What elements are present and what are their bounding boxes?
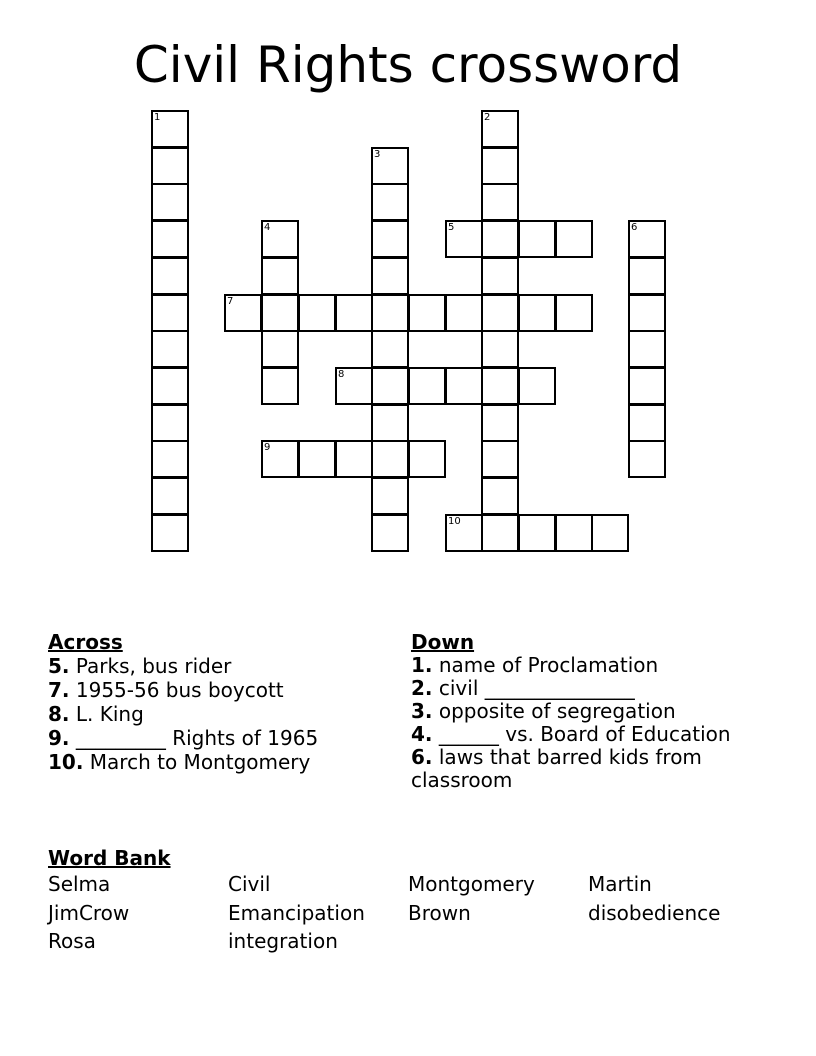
grid-cell[interactable]	[518, 514, 556, 552]
clue-number: 2.	[411, 676, 433, 700]
word-bank-list	[48, 872, 768, 954]
down-clue-6	[411, 746, 751, 792]
grid-cell[interactable]	[151, 477, 189, 515]
grid-cell[interactable]	[261, 294, 299, 332]
grid-cell[interactable]	[261, 330, 299, 368]
grid-cell[interactable]	[445, 367, 483, 405]
grid-cell[interactable]	[481, 257, 519, 295]
cell-number: 4	[264, 222, 271, 233]
grid-cell[interactable]	[481, 330, 519, 368]
grid-cell[interactable]	[555, 294, 593, 332]
grid-cell[interactable]	[628, 294, 666, 332]
word-bank-item: disobedience	[588, 900, 721, 925]
clue-number: 4.	[411, 722, 433, 746]
grid-cell[interactable]	[151, 183, 189, 221]
word-bank-item: Rosa	[48, 929, 96, 953]
clue-number: 9.	[48, 726, 70, 750]
word-bank-item: Brown	[408, 900, 471, 925]
grid-cell[interactable]	[371, 257, 409, 295]
grid-cell[interactable]	[151, 404, 189, 442]
grid-cell[interactable]	[481, 477, 519, 515]
grid-cell[interactable]	[445, 294, 483, 332]
grid-cell[interactable]	[628, 440, 666, 478]
grid-cell[interactable]	[151, 220, 189, 258]
down-clues	[411, 630, 751, 792]
cell-number: 8	[338, 369, 345, 380]
cell-number: 1	[154, 112, 161, 123]
grid-cell[interactable]	[591, 514, 629, 552]
page-title: Civil Rights crossword	[133, 36, 683, 94]
grid-cell[interactable]	[445, 514, 483, 552]
grid-cell[interactable]	[628, 257, 666, 295]
grid-cell[interactable]	[481, 110, 519, 148]
grid-cell[interactable]	[261, 220, 299, 258]
grid-cell[interactable]	[371, 514, 409, 552]
grid-cell[interactable]	[335, 440, 373, 478]
grid-cell[interactable]	[628, 330, 666, 368]
grid-cell[interactable]	[628, 404, 666, 442]
across-clue-10	[48, 750, 378, 774]
grid-cell[interactable]	[335, 367, 373, 405]
down-clue-3	[411, 700, 751, 723]
cell-number: 10	[448, 516, 461, 527]
grid-cell[interactable]	[518, 367, 556, 405]
clue-text: civil _______________	[438, 676, 635, 700]
down-clue-1	[411, 654, 751, 677]
grid-cell[interactable]	[371, 367, 409, 405]
grid-cell[interactable]	[224, 294, 262, 332]
grid-cell[interactable]	[481, 404, 519, 442]
grid-cell[interactable]	[371, 183, 409, 221]
grid-cell[interactable]	[371, 294, 409, 332]
clue-text: opposite of segregation	[438, 699, 676, 723]
grid-cell[interactable]	[628, 367, 666, 405]
grid-cell[interactable]	[298, 440, 336, 478]
cell-number: 7	[227, 296, 234, 307]
grid-cell[interactable]	[408, 294, 446, 332]
grid-cell[interactable]	[151, 514, 189, 552]
word-bank-item: integration	[228, 929, 338, 953]
grid-cell[interactable]	[445, 220, 483, 258]
word-bank-item: Montgomery	[408, 872, 535, 896]
word-bank-item: Selma	[48, 872, 111, 896]
grid-cell[interactable]	[151, 330, 189, 368]
grid-cell[interactable]	[481, 367, 519, 405]
grid-cell[interactable]	[371, 477, 409, 515]
clue-number: 1.	[411, 653, 433, 677]
cell-number: 6	[631, 222, 638, 233]
grid-cell[interactable]	[481, 147, 519, 185]
grid-cell[interactable]	[555, 220, 593, 258]
clue-text: March to Montgomery	[89, 750, 311, 774]
grid-cell[interactable]	[371, 330, 409, 368]
clue-number: 7.	[48, 678, 70, 702]
clue-text: laws that barred kids from classroom	[411, 745, 702, 792]
across-clues	[48, 630, 378, 774]
cell-number: 9	[264, 442, 271, 453]
word-bank-heading: Word Bank	[48, 846, 171, 870]
clue-text: 1955-56 bus boycott	[75, 678, 284, 702]
word-bank-item: Martin	[588, 872, 652, 896]
word-bank-item: Emancipation	[228, 900, 365, 925]
grid-cell[interactable]	[481, 220, 519, 258]
clue-number: 5.	[48, 654, 70, 678]
grid-cell[interactable]	[151, 294, 189, 332]
across-clue-5	[48, 654, 378, 678]
down-heading: Down	[411, 630, 475, 654]
grid-cell[interactable]	[481, 294, 519, 332]
grid-cell[interactable]	[371, 220, 409, 258]
grid-cell[interactable]	[408, 367, 446, 405]
cell-number: 5	[448, 222, 455, 233]
grid-cell[interactable]	[518, 294, 556, 332]
grid-cell[interactable]	[261, 440, 299, 478]
grid-cell[interactable]	[481, 183, 519, 221]
grid-cell[interactable]	[335, 294, 373, 332]
cell-number: 2	[484, 112, 491, 123]
clue-number: 3.	[411, 699, 433, 723]
grid-cell[interactable]	[481, 440, 519, 478]
cell-number: 3	[374, 149, 381, 160]
grid-cell[interactable]	[151, 147, 189, 185]
grid-cell[interactable]	[261, 257, 299, 295]
grid-cell[interactable]	[371, 404, 409, 442]
grid-cell[interactable]	[371, 440, 409, 478]
down-clue-4	[411, 723, 751, 746]
across-clue-8	[48, 702, 378, 726]
word-bank-item: Civil	[228, 872, 271, 896]
clue-text: Parks, bus rider	[75, 654, 232, 678]
grid-cell[interactable]	[261, 367, 299, 405]
grid-cell[interactable]	[555, 514, 593, 552]
clue-number: 10.	[48, 750, 84, 774]
clue-number: 8.	[48, 702, 70, 726]
across-clue-9	[48, 726, 378, 750]
down-clue-2	[411, 677, 751, 700]
word-bank	[48, 846, 768, 954]
clue-text: name of Proclamation	[438, 653, 659, 677]
clue-number: 6.	[411, 745, 433, 769]
grid-cell[interactable]	[151, 110, 189, 148]
grid-cell[interactable]	[151, 367, 189, 405]
grid-cell[interactable]	[481, 514, 519, 552]
across-heading: Across	[48, 630, 123, 654]
clue-text: ______ vs. Board of Education	[438, 722, 731, 746]
grid-cell[interactable]	[628, 220, 666, 258]
grid-cell[interactable]	[518, 220, 556, 258]
grid-cell[interactable]	[151, 257, 189, 295]
clue-text: L. King	[75, 702, 144, 726]
grid-cell[interactable]	[298, 294, 336, 332]
clue-text: _________ Rights of 1965	[75, 726, 319, 750]
word-bank-item: JimCrow	[48, 900, 130, 925]
grid-cell[interactable]	[408, 440, 446, 478]
grid-cell[interactable]	[151, 440, 189, 478]
across-clue-7	[48, 678, 378, 702]
grid-cell[interactable]	[371, 147, 409, 185]
